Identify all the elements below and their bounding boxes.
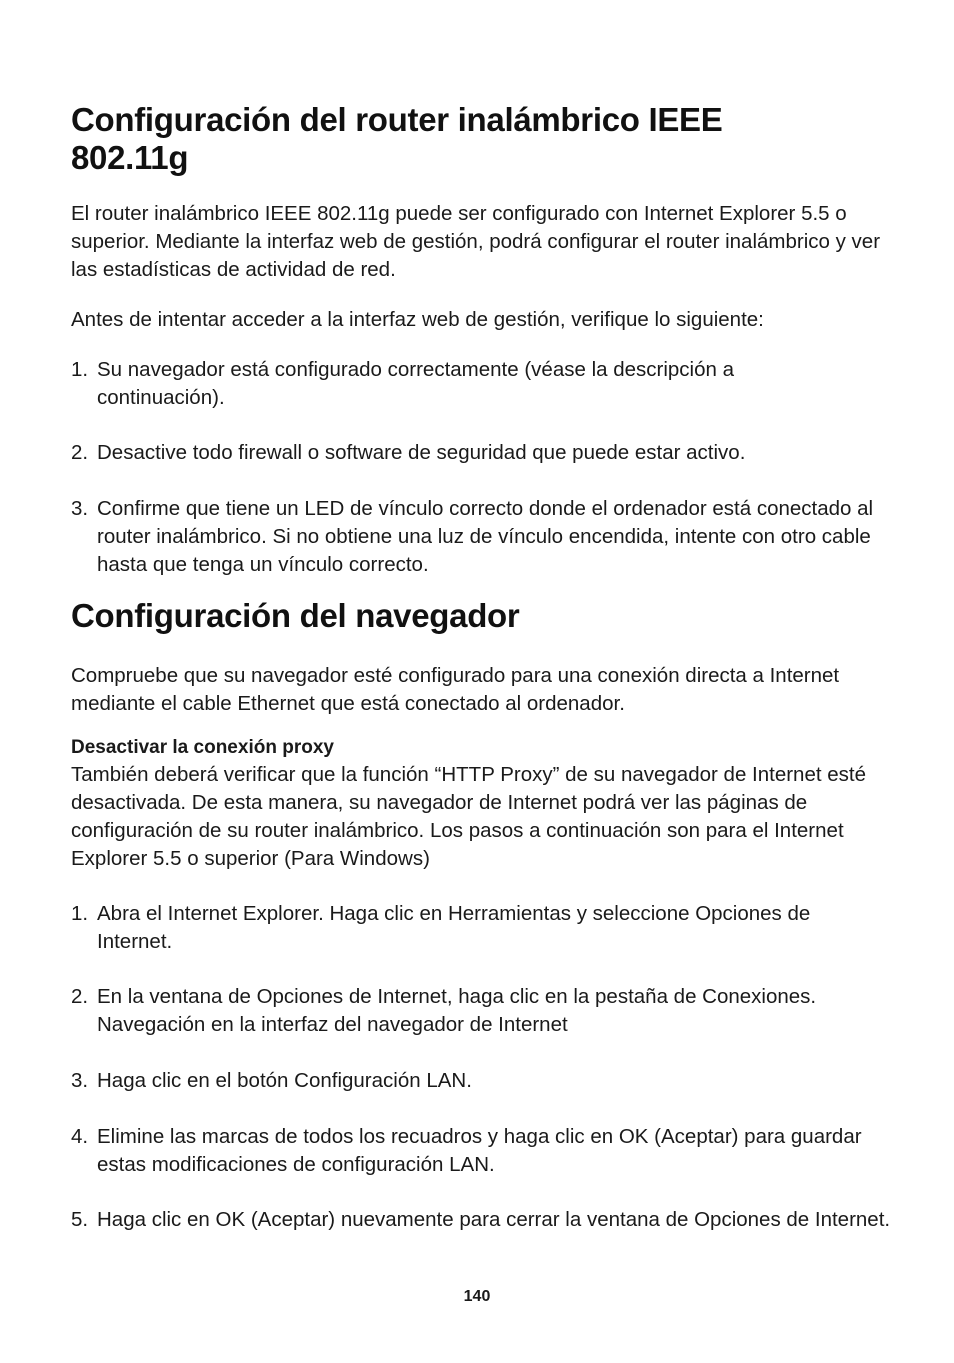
section-title-router: Configuración del router inalámbrico IEEE 802.11g xyxy=(71,101,723,176)
list-text: Abra el Internet Explorer. Haga clic en Herramientas y seleccione Opciones de Internet. xyxy=(97,902,811,953)
list-number: 5. xyxy=(71,1208,89,1231)
list-text: Su navegador está configurado correctamente (véase la descripción a continuación). xyxy=(97,358,735,409)
list-item xyxy=(71,1067,891,1095)
list-number: 3. xyxy=(71,497,89,520)
list-number: 1. xyxy=(71,902,89,925)
intro-paragraph: El router inalámbrico IEEE 802.11g puede ser configurado con Internet Explorer 5.5 o superior. Mediante la interfaz web de gestión, podrá configurar el router inalámbrico y ver las estadísticas de actividad de red. xyxy=(71,202,881,281)
list-text: Desactive todo firewall o software de seguridad que puede estar activo. xyxy=(97,441,746,464)
proxy-paragraph: También deberá verificar que la función “HTTP Proxy” de su navegador de Internet esté desactivada. De esta manera, su navegador de Internet podrá ver las páginas de configuración de su router inalámbrico. Los pasos a continuación son para el Internet Explorer 5.5 o superior (Para Windows) xyxy=(71,763,866,870)
list-number: 2. xyxy=(71,441,89,464)
browser-intro-paragraph: Compruebe que su navegador esté configurado para una conexión directa a Internet mediante el cable Ethernet que está conectado al ordenador. xyxy=(71,664,840,715)
list-text: En la ventana de Opciones de Internet, haga clic en la pestaña de Conexiones. Navegación en la interfaz del navegador de Internet xyxy=(97,985,817,1036)
list-number: 3. xyxy=(71,1069,89,1092)
lead-paragraph: Antes de intentar acceder a la interfaz web de gestión, verifique lo siguiente: xyxy=(71,308,764,331)
list-item xyxy=(71,356,891,412)
list-item xyxy=(71,1123,891,1179)
list-text: Elimine las marcas de todos los recuadros y haga clic en OK (Aceptar) para guardar estas modificaciones de configuración LAN. xyxy=(97,1125,862,1176)
list-text: Confirme que tiene un LED de vínculo correcto donde el ordenador está conectado al router inalámbrico. Si no obtiene una luz de vínculo encendida, intente con otro cable hasta que tenga un vínculo correcto. xyxy=(97,497,874,576)
list-item xyxy=(71,900,891,956)
list-number: 4. xyxy=(71,1125,89,1148)
list-number: 2. xyxy=(71,985,89,1008)
list-text: Haga clic en OK (Aceptar) nuevamente para cerrar la ventana de Opciones de Internet. xyxy=(97,1208,891,1231)
list-number: 1. xyxy=(71,358,89,381)
list-item xyxy=(71,983,891,1039)
list-text: Haga clic en el botón Configuración LAN. xyxy=(97,1069,472,1092)
list-item xyxy=(71,1206,891,1234)
list-item xyxy=(71,439,891,467)
section-title-browser: Configuración del navegador xyxy=(71,597,520,634)
proxy-subheading: Desactivar la conexión proxy xyxy=(71,737,334,758)
list-item xyxy=(71,495,891,579)
page-number: 140 xyxy=(463,1288,491,1305)
